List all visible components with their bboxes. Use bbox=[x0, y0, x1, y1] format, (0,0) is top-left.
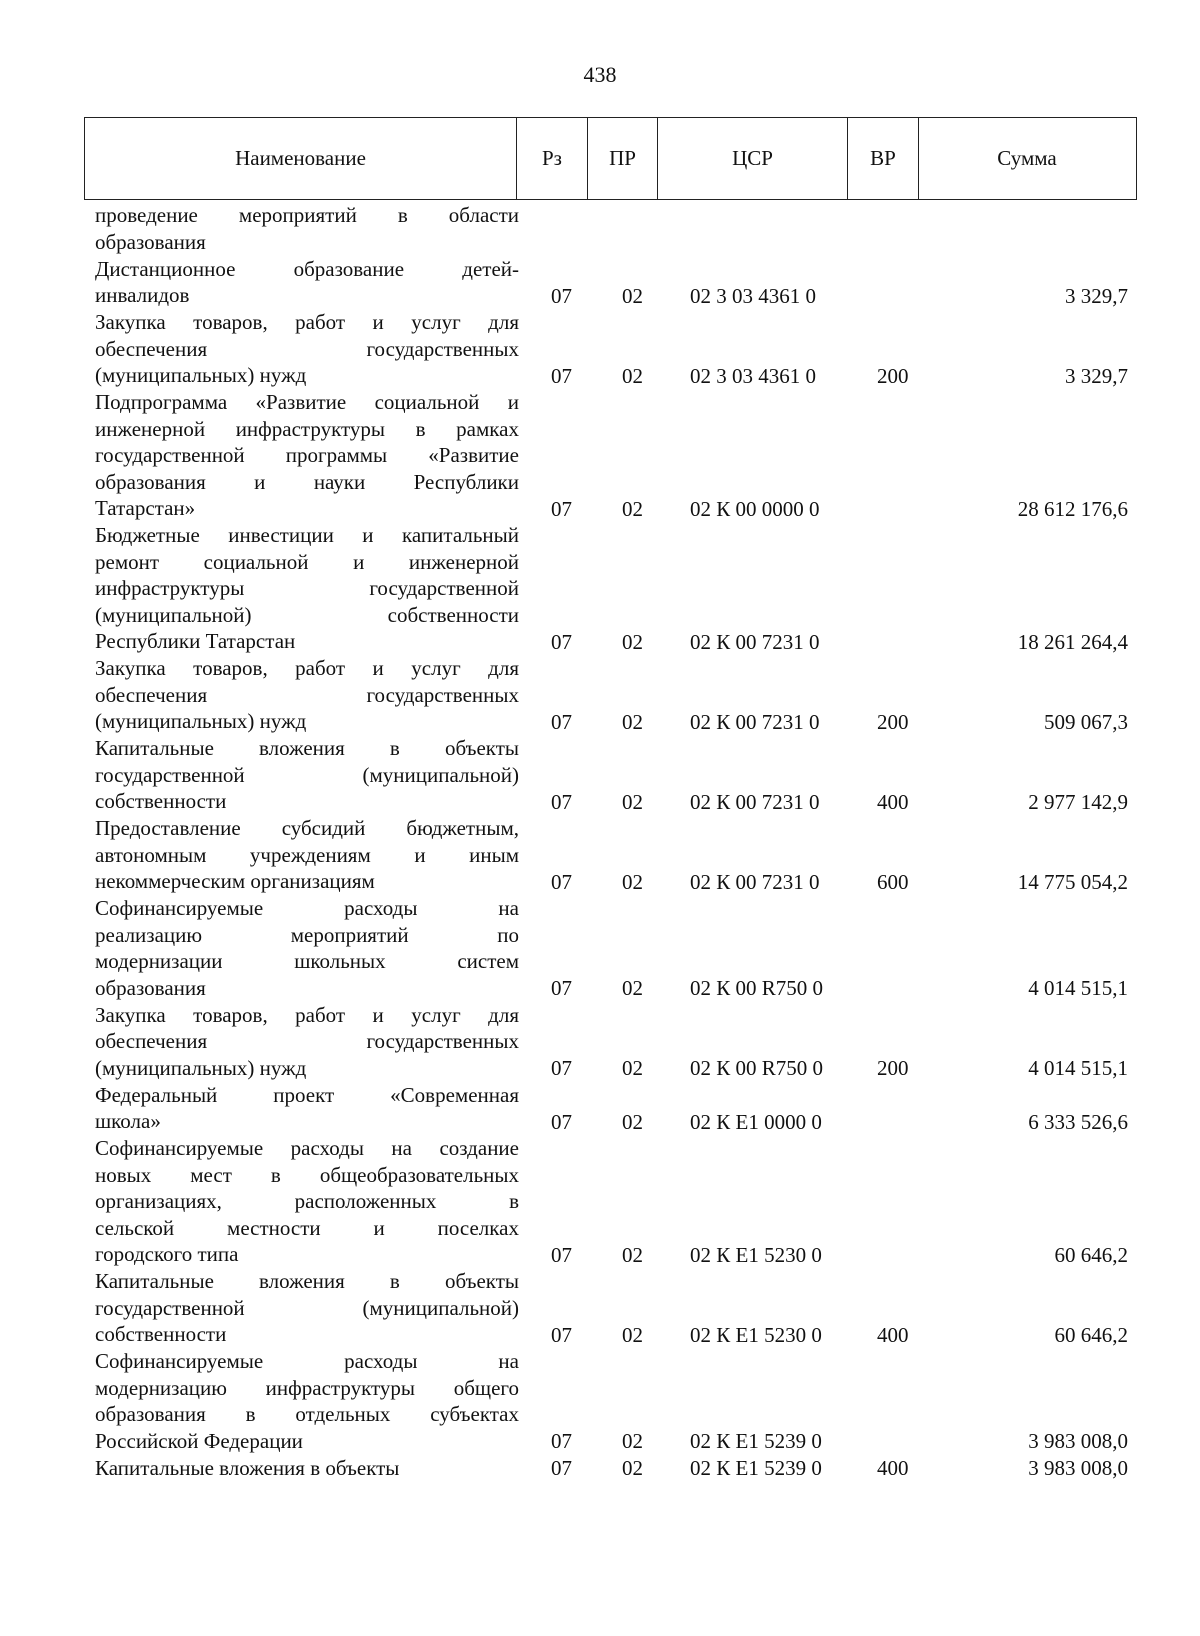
row-pr: 02 bbox=[622, 976, 643, 1000]
row-name bbox=[95, 895, 519, 1001]
row-rz: 07 bbox=[551, 789, 572, 814]
row-name-line: Капитальные вложения в объекты bbox=[95, 1455, 400, 1480]
row-csr: 02 К 00 7231 0 bbox=[690, 709, 820, 734]
page-number: 438 bbox=[583, 62, 617, 87]
row-name bbox=[95, 256, 519, 309]
row-sum: 18 261 264,4 bbox=[1017, 629, 1128, 654]
row-csr: 02 К Е1 5239 0 bbox=[690, 1456, 822, 1480]
header-csr: ЦСР bbox=[658, 118, 848, 199]
row-pr: 02 bbox=[622, 789, 643, 814]
row-name-line: реализацию мероприятий по bbox=[95, 922, 519, 947]
row-name bbox=[95, 309, 519, 389]
row-sum: 3 329,7 bbox=[1065, 363, 1128, 388]
table-row bbox=[0, 1135, 1200, 1268]
row-rz: 07 bbox=[551, 1456, 572, 1480]
row-name-line: собственности bbox=[95, 1322, 227, 1346]
row-name-line: образования в отдельных субъектах bbox=[95, 1402, 519, 1426]
row-name bbox=[95, 1002, 519, 1082]
row-rz: 07 bbox=[551, 629, 572, 654]
row-name-line: Софинансируемые расходы на bbox=[95, 896, 519, 920]
row-name bbox=[95, 735, 519, 815]
row-name-line: новых мест в общеобразовательных bbox=[95, 1162, 519, 1187]
row-pr: 02 bbox=[622, 629, 643, 654]
row-sum: 509 067,3 bbox=[1044, 709, 1128, 734]
row-csr: 02 К 00 R750 0 bbox=[690, 1056, 824, 1080]
row-rz: 07 bbox=[551, 363, 572, 388]
row-vr: 200 bbox=[877, 363, 909, 388]
row-sum: 60 646,2 bbox=[1054, 1242, 1128, 1267]
row-rz: 07 bbox=[551, 869, 572, 894]
row-sum: 6 333 526,6 bbox=[1028, 1109, 1128, 1134]
row-name bbox=[95, 1135, 519, 1268]
row-vr: 400 bbox=[877, 789, 909, 814]
row-csr: 02 3 03 4361 0 bbox=[690, 283, 816, 308]
table-row bbox=[0, 815, 1200, 895]
row-pr: 02 bbox=[622, 1322, 643, 1347]
row-sum: 3 983 008,0 bbox=[1028, 1456, 1128, 1480]
row-pr: 02 bbox=[622, 1429, 643, 1453]
row-name-line: образования bbox=[95, 975, 206, 1000]
row-csr: 02 К Е1 0000 0 bbox=[690, 1109, 822, 1134]
header-vr: ВР bbox=[848, 118, 919, 199]
row-csr: 02 К 00 7231 0 bbox=[690, 869, 820, 894]
row-name-line: Татарстан» bbox=[95, 496, 196, 520]
row-name-line: Дистанционное образование детей- bbox=[95, 256, 519, 281]
row-rz: 07 bbox=[551, 1109, 572, 1134]
row-pr: 02 bbox=[622, 1456, 643, 1480]
table-row bbox=[0, 655, 1200, 735]
row-name-line: (муниципальных) нужд bbox=[95, 1055, 307, 1080]
row-sum: 14 775 054,2 bbox=[1017, 869, 1128, 894]
row-name bbox=[95, 202, 519, 255]
row-name bbox=[95, 522, 519, 655]
row-csr: 02 К 00 7231 0 bbox=[690, 629, 820, 654]
row-name bbox=[95, 1348, 519, 1454]
table-row bbox=[0, 202, 1200, 256]
row-csr: 02 К 00 R750 0 bbox=[690, 976, 824, 1000]
row-name-line: городского типа bbox=[95, 1242, 239, 1266]
row-pr: 02 bbox=[622, 709, 643, 734]
row-name-line: инженерной инфраструктуры в рамках bbox=[95, 416, 519, 441]
row-sum: 2 977 142,9 bbox=[1028, 789, 1128, 814]
row-sum: 3 983 008,0 bbox=[1028, 1429, 1128, 1453]
table-row bbox=[0, 1455, 1200, 1482]
row-name-line: автономным учреждениям и иным bbox=[95, 842, 519, 867]
row-name-line: Предоставление субсидий бюджетным, bbox=[95, 816, 519, 840]
row-pr: 02 bbox=[622, 496, 643, 521]
row-name-line: модернизации школьных систем bbox=[95, 949, 519, 973]
row-name bbox=[95, 1455, 519, 1482]
row-rz: 07 bbox=[551, 1429, 572, 1453]
row-csr: 02 К 00 7231 0 bbox=[690, 789, 820, 814]
table-row bbox=[0, 1348, 1200, 1455]
row-name bbox=[95, 655, 519, 735]
row-pr: 02 bbox=[622, 869, 643, 894]
header-pr: ПР bbox=[588, 118, 658, 199]
row-name bbox=[95, 1082, 519, 1135]
row-csr: 02 3 03 4361 0 bbox=[690, 363, 816, 388]
row-name-line: некоммерческим организациям bbox=[95, 869, 375, 893]
row-name bbox=[95, 1268, 519, 1348]
table-row bbox=[0, 1268, 1200, 1348]
row-name-line: образования и науки Республики bbox=[95, 469, 519, 494]
row-name-line: Бюджетные инвестиции и капитальный bbox=[95, 523, 519, 547]
row-name bbox=[95, 815, 519, 895]
row-pr: 02 bbox=[622, 363, 643, 388]
row-name bbox=[95, 389, 519, 522]
row-vr: 200 bbox=[877, 709, 909, 734]
row-sum: 60 646,2 bbox=[1054, 1322, 1128, 1347]
table-row bbox=[0, 522, 1200, 655]
table-row bbox=[0, 895, 1200, 1002]
row-name-line: ремонт социальной и инженерной bbox=[95, 549, 519, 574]
row-pr: 02 bbox=[622, 283, 643, 308]
table-row bbox=[0, 1082, 1200, 1136]
row-name-line: Капитальные вложения в объекты bbox=[95, 736, 519, 760]
row-vr: 600 bbox=[877, 869, 909, 894]
row-name-line: организациях, расположенных в bbox=[95, 1189, 519, 1213]
row-name-line: обеспечения государственных bbox=[95, 1029, 519, 1053]
row-name-line: Федеральный проект «Современная bbox=[95, 1082, 519, 1107]
row-name-line: проведение мероприятий в области bbox=[95, 203, 519, 227]
row-name-line: сельской местности и поселках bbox=[95, 1215, 519, 1240]
row-name-line: инвалидов bbox=[95, 283, 190, 307]
row-name-line: государственной программы «Развитие bbox=[95, 443, 519, 467]
row-csr: 02 К 00 0000 0 bbox=[690, 496, 820, 521]
row-name-line: обеспечения государственных bbox=[95, 336, 519, 361]
header-sum: Сумма bbox=[997, 146, 1057, 170]
row-rz: 07 bbox=[551, 1242, 572, 1267]
table-row bbox=[0, 256, 1200, 310]
row-vr: 200 bbox=[877, 1056, 909, 1080]
table-header bbox=[84, 117, 1137, 200]
row-name-line: Софинансируемые расходы на создание bbox=[95, 1136, 519, 1160]
row-name-line: Закупка товаров, работ и услуг для bbox=[95, 1002, 519, 1027]
row-rz: 07 bbox=[551, 709, 572, 734]
row-name-line: Подпрограмма «Развитие социальной и bbox=[95, 390, 519, 414]
row-name-line: государственной (муниципальной) bbox=[95, 1295, 519, 1320]
row-pr: 02 bbox=[622, 1242, 643, 1267]
row-name-line: Российской Федерации bbox=[95, 1428, 303, 1453]
table-row bbox=[0, 309, 1200, 389]
row-rz: 07 bbox=[551, 976, 572, 1000]
table-row bbox=[0, 389, 1200, 522]
row-name-line: образования bbox=[95, 229, 206, 254]
row-rz: 07 bbox=[551, 283, 572, 308]
header-name: Наименование bbox=[85, 118, 517, 199]
table-row bbox=[0, 1002, 1200, 1082]
row-name-line: инфраструктуры государственной bbox=[95, 576, 519, 600]
row-vr: 400 bbox=[877, 1322, 909, 1347]
row-rz: 07 bbox=[551, 1322, 572, 1347]
row-rz: 07 bbox=[551, 496, 572, 521]
row-name-line: (муниципальной) собственности bbox=[95, 602, 519, 627]
row-name-line: Софинансируемые расходы на bbox=[95, 1349, 519, 1373]
table-body bbox=[0, 202, 1200, 1482]
row-sum: 4 014 515,1 bbox=[1028, 976, 1128, 1000]
row-sum: 4 014 515,1 bbox=[1028, 1056, 1128, 1080]
row-rz: 07 bbox=[551, 1056, 572, 1080]
row-vr: 400 bbox=[877, 1456, 909, 1480]
row-pr: 02 bbox=[622, 1109, 643, 1134]
row-name-line: обеспечения государственных bbox=[95, 682, 519, 707]
row-name-line: Республики Татарстан bbox=[95, 629, 296, 653]
header-rz: Рз bbox=[517, 118, 588, 199]
row-name-line: Закупка товаров, работ и услуг для bbox=[95, 656, 519, 680]
row-name-line: модернизацию инфраструктуры общего bbox=[95, 1375, 519, 1400]
row-name-line: (муниципальных) нужд bbox=[95, 709, 307, 733]
row-name-line: школа» bbox=[95, 1109, 161, 1133]
row-csr: 02 К Е1 5239 0 bbox=[690, 1429, 822, 1453]
row-csr: 02 К Е1 5230 0 bbox=[690, 1242, 822, 1267]
row-sum: 28 612 176,6 bbox=[1017, 496, 1128, 521]
row-name-line: Закупка товаров, работ и услуг для bbox=[95, 310, 519, 334]
row-name-line: собственности bbox=[95, 789, 227, 813]
row-sum: 3 329,7 bbox=[1065, 283, 1128, 308]
row-pr: 02 bbox=[622, 1056, 643, 1080]
row-name-line: государственной (муниципальной) bbox=[95, 762, 519, 787]
table-row bbox=[0, 735, 1200, 815]
row-name-line: (муниципальных) нужд bbox=[95, 363, 307, 387]
row-name-line: Капитальные вложения в объекты bbox=[95, 1269, 519, 1293]
row-csr: 02 К Е1 5230 0 bbox=[690, 1322, 822, 1347]
